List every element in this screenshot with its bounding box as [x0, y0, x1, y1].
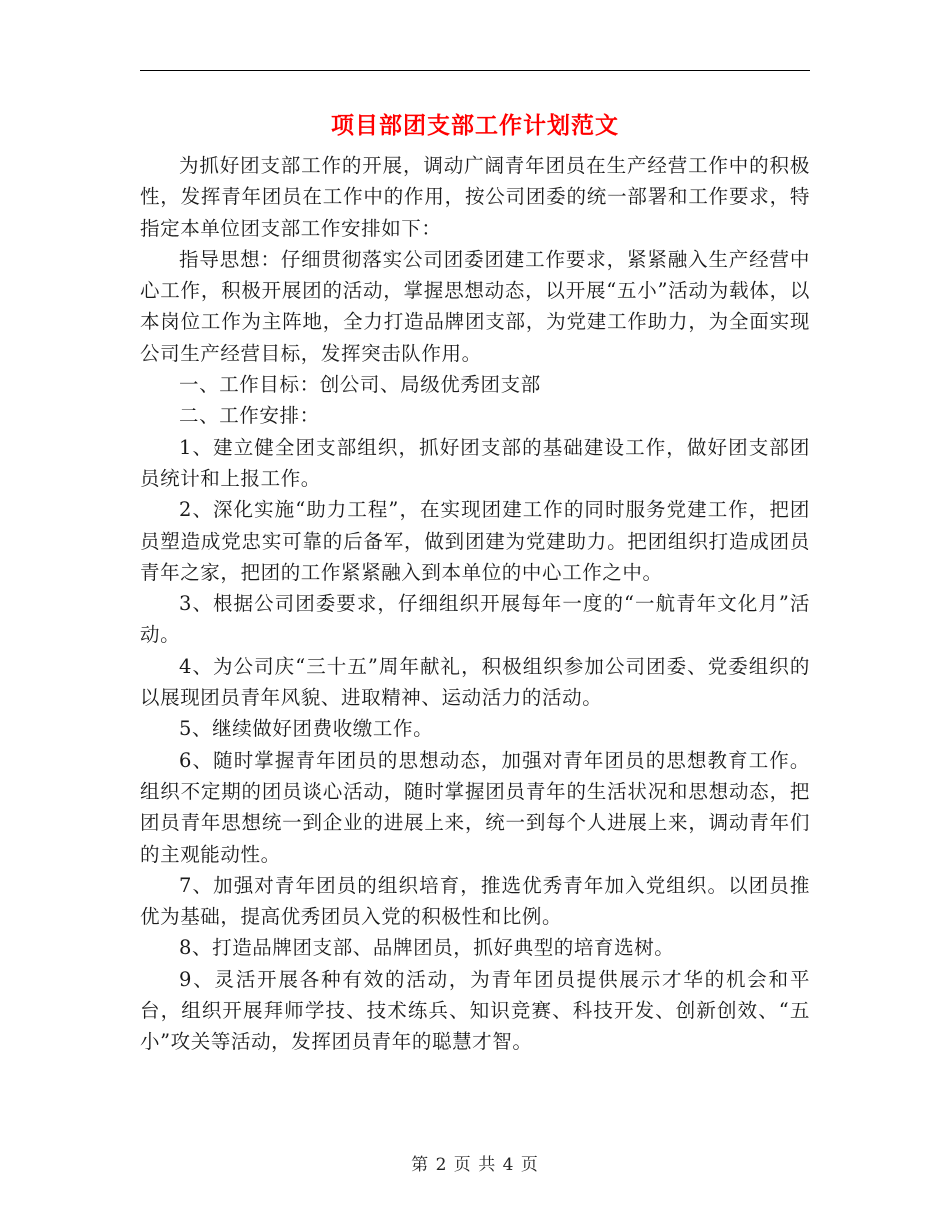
header-rule: [140, 70, 810, 71]
page-number-footer: 第 2 页 共 4 页: [411, 1155, 539, 1175]
arrangement-item-7: 7、加强对青年团员的组织培育，推选优秀青年加入党组织。以团员推优为基础，提高优秀团员入党的积极性和比例。: [140, 873, 810, 929]
guiding-ideology-paragraph: 指导思想：仔细贯彻落实公司团委团建工作要求，紧紧融入生产经营中心工作，积极开展团的活动，掌握思想动态，以开展“五小”活动为载体，以本岗位工作为主阵地，全力打造品牌团支部，为党建工作助力，为全面实现公司生产经营目标，发挥突击队作用。: [140, 247, 810, 365]
section-goal-heading: 一、工作目标：创公司、局级优秀团支部: [179, 373, 541, 397]
document-title: 项目部团支部工作计划范文: [331, 112, 619, 139]
arrangement-item-5: 5、继续做好团费收缴工作。: [179, 717, 434, 741]
section-arrangement-heading: 二、工作安排：: [179, 404, 320, 428]
arrangement-item-6: 6、随时掌握青年团员的思想动态，加强对青年团员的思想教育工作。组织不定期的团员谈心活动，随时掌握团员青年的生活状况和思想动态，把团员青年思想统一到企业的进展上来，统一到每个人进展上来，调动青年们的主观能动性。: [140, 748, 810, 866]
arrangement-item-4: 4、为公司庆“三十五”周年献礼，积极组织参加公司团委、党委组织的以展现团员青年风貌、进取精神、运动活力的活动。: [140, 654, 810, 710]
arrangement-item-1: 1、建立健全团支部组织，抓好团支部的基础建设工作，做好团支部团员统计和上报工作。: [140, 435, 810, 490]
arrangement-item-9: 9、灵活开展各种有效的活动，为青年团员提供展示才华的机会和平台，组织开展拜师学技、技术练兵、知识竞赛、科技开发、创新创效、“五小”攻关等活动，发挥团员青年的聪慧才智。: [140, 967, 810, 1054]
document-body: [140, 150, 810, 1058]
arrangement-item-2: 2、深化实施“助力工程”，在实现团建工作的同时服务党建工作，把团员塑造成党忠实可靠的后备军，做到团建为党建助力。把团组织打造成团员青年之家，把团的工作紧紧融入到本单位的中心工作之中。: [140, 498, 810, 584]
intro-paragraph: 为抓好团支部工作的开展，调动广阔青年团员在生产经营工作中的积极性，发挥青年团员在工作中的作用，按公司团委的统一部署和工作要求，特指定本单位团支部工作安排如下：: [140, 154, 810, 240]
arrangement-item-8: 8、打造品牌团支部、品牌团员，抓好典型的培育选树。: [179, 936, 675, 960]
arrangement-item-3: 3、根据公司团委要求，仔细组织开展每年一度的“一航青年文化月”活动。: [140, 592, 810, 647]
